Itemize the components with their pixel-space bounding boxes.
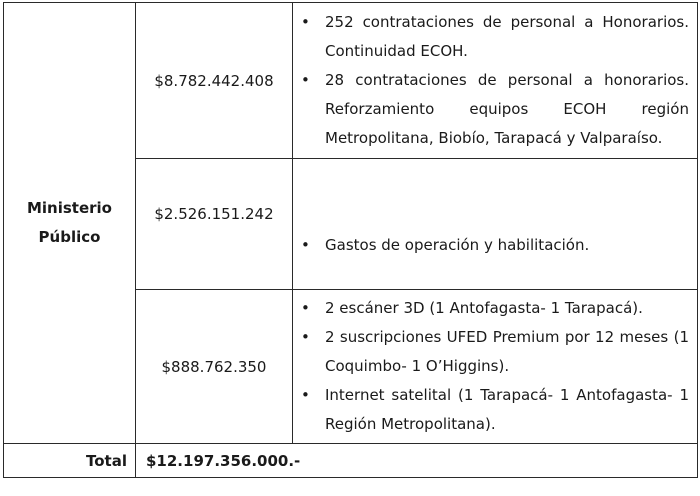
total-value: $12.197.356.000.- [136, 444, 698, 478]
total-row [4, 444, 698, 478]
budget-table [3, 2, 698, 478]
list-item: • Gastos de operación y habilitación. [293, 231, 689, 260]
bullet-list [293, 231, 689, 260]
list-item: • 2 escáner 3D (1 Antofagasta- 1 Tarapacá). [293, 294, 689, 323]
list-item: • 28 contrataciones de personal a honorarios. Reforzamiento equipos ECOH región Metropolitana, Biobío, Tarapacá y Valparaíso. [293, 66, 689, 153]
list-item: • 2 suscripciones UFED Premium por 12 meses (1 Coquimbo- 1 O’Higgins). [293, 323, 689, 381]
total-label: Total [4, 444, 136, 478]
description-cell [293, 159, 698, 290]
entity-cell: Ministerio Público [4, 3, 136, 444]
bullet-list [293, 8, 689, 153]
amount-cell: $888.762.350 [136, 290, 293, 444]
amount-cell: $8.782.442.408 [136, 3, 293, 159]
bullet-list [293, 294, 689, 439]
description-cell [293, 3, 698, 159]
description-cell [293, 290, 698, 444]
amount-cell: $2.526.151.242 [136, 159, 293, 290]
table-row [4, 3, 698, 159]
list-item: • Internet satelital (1 Tarapacá- 1 Antofagasta- 1 Región Metropolitana). [293, 381, 689, 439]
list-item: • 252 contrataciones de personal a Honorarios. Continuidad ECOH. [293, 8, 689, 66]
